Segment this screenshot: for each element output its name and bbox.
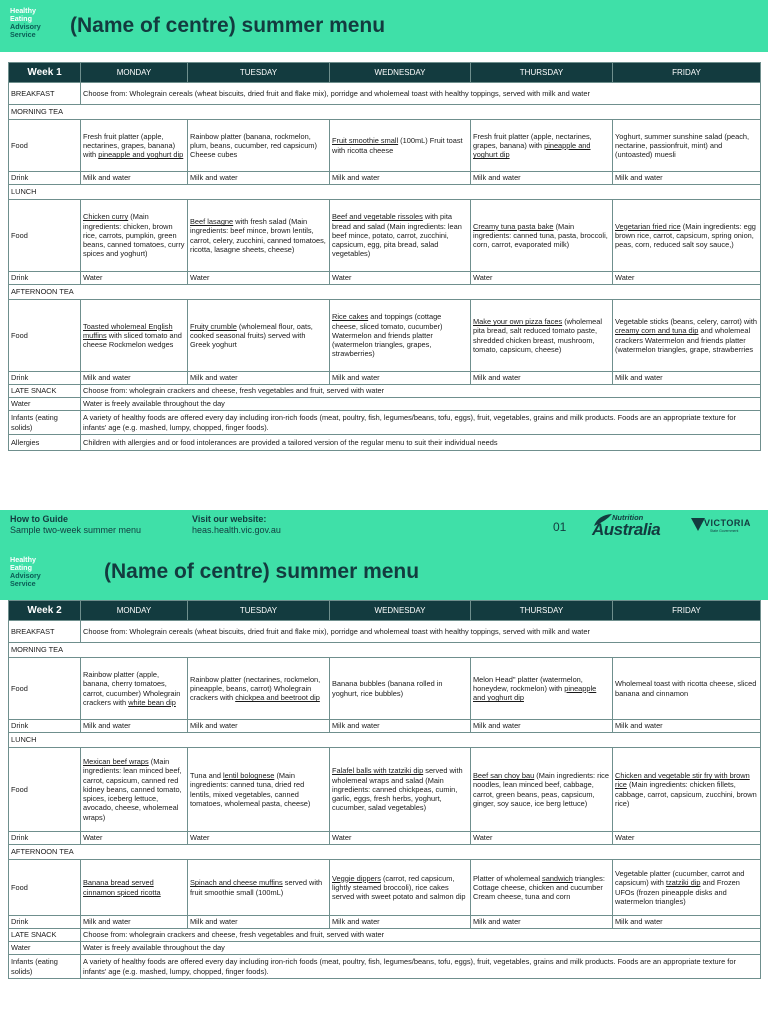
menu-cell xyxy=(188,200,330,272)
day-header: MONDAY xyxy=(81,601,188,621)
cell-text: and toppings (cottage cheese, sliced tomato, cucumber) Watermelon and friends platter (watermelon triangles, grapes, strawberries) xyxy=(332,312,443,359)
food-row xyxy=(9,748,761,832)
recipe-link: Fruit smoothie small xyxy=(332,136,399,146)
recipe-link: Chicken curry xyxy=(83,212,129,222)
recipe-link: creamy corn and tuna dip xyxy=(615,326,699,336)
infants-row xyxy=(9,955,761,979)
logo-line: Service xyxy=(10,30,36,39)
heas-logo xyxy=(10,556,58,588)
late-snack-text: Choose from: wholegrain crackers and cheese, fresh vegetables and fruit, served with water xyxy=(81,385,761,398)
week-header-row xyxy=(9,601,761,621)
row-label: Drink xyxy=(9,172,81,185)
drink-cell: Water xyxy=(471,832,613,845)
breakfast-row xyxy=(9,83,761,105)
cell-text: (wholemeal flour, oats, cooked seasonal fruits) served with Greek yoghurt xyxy=(190,321,313,350)
week-label: Week 2 xyxy=(9,601,81,621)
cell-text: Fresh fruit platter (apple, nectarines, grapes, banana) with xyxy=(473,131,592,150)
row-label: BREAKFAST xyxy=(9,83,81,105)
drink-cell: Milk and water xyxy=(330,172,471,185)
page1-header-banner xyxy=(0,0,768,52)
row-label: Infants (eating solids) xyxy=(9,411,81,435)
menu-cell xyxy=(471,860,613,916)
section-row xyxy=(9,185,761,200)
cell-text: Vegetable sticks (beans, celery, carrot) with xyxy=(615,317,757,327)
drink-row xyxy=(9,172,761,185)
menu-cell xyxy=(330,658,471,720)
water-row xyxy=(9,942,761,955)
drink-cell: Milk and water xyxy=(471,720,613,733)
recipe-link: Mexican beef wraps xyxy=(83,757,149,767)
day-header: WEDNESDAY xyxy=(330,63,471,83)
cell-text: with fresh salad (Main ingredients: beef mince, brown lentils, carrot, celery, zucchini, canned tomatoes, ricotta, lasagne sheets, cheese) xyxy=(190,217,326,254)
cell-text: Wholemeal toast with ricotta cheese, sliced banana and cinnamon xyxy=(615,679,757,698)
recipe-link: chickpea and beetroot dip xyxy=(235,693,320,703)
food-row xyxy=(9,200,761,272)
drink-row xyxy=(9,720,761,733)
nutrition-australia-logo xyxy=(592,513,678,541)
drink-cell: Water xyxy=(613,272,761,285)
menu-cell xyxy=(613,860,761,916)
cell-text: served with fruit smoothie small (100mL) xyxy=(190,878,323,897)
menu-cell xyxy=(330,748,471,832)
drink-cell: Milk and water xyxy=(330,372,471,385)
drink-cell: Milk and water xyxy=(613,372,761,385)
menu-cell xyxy=(188,300,330,372)
section-title: AFTERNOON TEA xyxy=(9,285,761,300)
vic-logo-subtext: State Government xyxy=(710,529,739,533)
row-label: Drink xyxy=(9,720,81,733)
cell-text: (wholemeal pita bread, salt reduced tomato paste, shredded chicken breast, mushroom, tomato, capsicum, cheese) xyxy=(473,317,602,354)
menu-cell xyxy=(81,748,188,832)
logo-line: Advisory xyxy=(10,571,41,580)
section-title: AFTERNOON TEA xyxy=(9,845,761,860)
day-header: TUESDAY xyxy=(188,63,330,83)
day-header: MONDAY xyxy=(81,63,188,83)
page2-header-banner xyxy=(0,544,768,600)
recipe-link: Beef and vegetable rissoles xyxy=(332,212,423,222)
water-row xyxy=(9,398,761,411)
food-row xyxy=(9,300,761,372)
row-label: Drink xyxy=(9,832,81,845)
menu-cell xyxy=(81,300,188,372)
menu-cell xyxy=(613,300,761,372)
row-label: Food xyxy=(9,748,81,832)
recipe-link: pineapple and yoghurt dip xyxy=(473,683,597,703)
cell-text: Rainbow platter (nectarines, rockmelon, pineapple, beans, carrot) Wholegrain crackers with xyxy=(190,674,321,703)
section-row xyxy=(9,285,761,300)
breakfast-row xyxy=(9,621,761,643)
row-label: Food xyxy=(9,658,81,720)
water-text: Water is freely available throughout the day xyxy=(81,398,761,411)
guide-title: How to Guide xyxy=(10,514,68,524)
section-row xyxy=(9,643,761,658)
row-label: Drink xyxy=(9,272,81,285)
cell-text: Yoghurt, summer sunshine salad (peach, nectarine, passionfruit, mint) and (untoasted) muesli xyxy=(615,131,750,160)
drink-cell: Milk and water xyxy=(81,372,188,385)
logo-line: Healthy xyxy=(10,6,36,15)
menu-cell xyxy=(81,860,188,916)
menu-cell xyxy=(330,120,471,172)
cell-text: (Main ingredients: canned tuna, pasta, broccoli, corn, carrot, evaporated milk) xyxy=(473,221,608,250)
menu-cell xyxy=(81,120,188,172)
breakfast-text: Choose from: Wholegrain cereals (wheat biscuits, dried fruit and flake mix), porridge and wholemeal toast with healthy toppings, served with milk and water xyxy=(81,83,761,105)
menu-cell xyxy=(188,658,330,720)
late-snack-row xyxy=(9,929,761,942)
victoria-government-logo xyxy=(690,513,751,541)
recipe-link: Beef san choy bau xyxy=(473,771,535,781)
page-number: 01 xyxy=(553,520,567,534)
menu-cell xyxy=(613,200,761,272)
infants-text: A variety of healthy foods are offered every day including iron-rich foods (meat, poultry, fish, legumes/beans, tofu, eggs), fruit, vegetables, grains and milk products. Foods are an appropriate texture for infants' age (e.g. mashed, lumpy, chopped, finger foods). xyxy=(81,955,761,979)
food-row xyxy=(9,120,761,172)
logo-line: Service xyxy=(10,579,36,588)
menu-cell xyxy=(81,200,188,272)
drink-cell: Water xyxy=(81,272,188,285)
menu-cell xyxy=(471,120,613,172)
drink-cell: Milk and water xyxy=(613,172,761,185)
recipe-link: Falafel balls with tzatziki dip xyxy=(332,766,424,776)
drink-cell: Water xyxy=(188,832,330,845)
drink-cell: Water xyxy=(471,272,613,285)
row-label: Food xyxy=(9,200,81,272)
menu-cell xyxy=(613,120,761,172)
vic-logo-text: VICTORIA xyxy=(704,518,751,528)
row-label: Water xyxy=(9,398,81,411)
cell-text: Rainbow platter (apple, banana, cherry tomatoes, carrot, cucumber) Wholegrain crackers with xyxy=(83,670,181,707)
recipe-link: Toasted wholemeal English muffins xyxy=(83,321,173,340)
week-header-row xyxy=(9,63,761,83)
menu-cell xyxy=(613,748,761,832)
cell-text: with pita bread and salad (Main ingredients: lean beef mince, potato, carrot, zucchini, capsicum, egg, pita bread, salad vegetables) xyxy=(332,212,462,259)
row-label: Allergies xyxy=(9,435,81,451)
late-snack-text: Choose from: wholegrain crackers and cheese, fresh vegetables and fruit, served with water xyxy=(81,929,761,942)
row-label: Drink xyxy=(9,372,81,385)
allergies-row xyxy=(9,435,761,451)
recipe-link: Veggie dippers xyxy=(332,873,381,883)
cell-text: Rainbow platter (banana, rockmelon, plum, beans, cucumber, red capsicum) Cheese cubes xyxy=(190,131,317,160)
menu-cell xyxy=(330,860,471,916)
row-label: BREAKFAST xyxy=(9,621,81,643)
section-title: MORNING TEA xyxy=(9,105,761,120)
menu-cell xyxy=(188,120,330,172)
menu-cell xyxy=(330,300,471,372)
cell-text: (Main ingredients: egg brown rice, carrot, capsicum, spring onion, peas, corn, reduced salt soy sauce,) xyxy=(615,221,756,250)
logo-line: Healthy xyxy=(10,555,36,564)
cell-text: (Main ingredients: rice noodles, lean minced beef, cabbage, carrot, green beans, peas, capsicum, ginger, soy sauce, ice berg lettuce) xyxy=(473,771,609,808)
row-label: LATE SNACK xyxy=(9,929,81,942)
menu-cell xyxy=(471,748,613,832)
menu-cell xyxy=(330,200,471,272)
recipe-link: Make your own pizza faces xyxy=(473,317,563,327)
logo-line: Advisory xyxy=(10,22,41,31)
menu-cell xyxy=(188,860,330,916)
drink-cell: Milk and water xyxy=(81,172,188,185)
drink-cell: Water xyxy=(330,272,471,285)
section-row xyxy=(9,733,761,748)
website-link[interactable]: heas.health.vic.gov.au xyxy=(192,525,281,535)
cell-text: Melon Head" platter (watermelon, honeydew, rockmelon) with xyxy=(473,674,583,693)
visit-title: Visit our website: xyxy=(192,514,267,524)
section-row xyxy=(9,105,761,120)
week1-menu-table xyxy=(8,62,761,451)
drink-cell: Milk and water xyxy=(613,916,761,929)
week-label: Week 1 xyxy=(9,63,81,83)
recipe-link: Spinach and cheese muffins xyxy=(190,878,283,888)
cell-text: and wholemeal crackers Watermelon and friends platter (watermelon triangles, grape, strawberries xyxy=(615,326,754,354)
page-title: (Name of centre) summer menu xyxy=(104,560,420,583)
cell-text: (Main ingredients: lean minced beef, carrot, capsicum, canned red kidney beans, canned tomato, spices, iceberg lettuce, avocado, cheese, wholemeal wraps) xyxy=(83,757,182,822)
visit-website xyxy=(192,514,281,536)
allergies-text: Children with allergies and or food intolerances are provided a tailored version of the regular menu to suit their individual needs xyxy=(81,435,761,451)
cell-text: Banana bubbles (banana rolled in yoghurt, rice bubbles) xyxy=(332,679,443,698)
cell-text: (Main ingredients: canned tuna, dried red lentils, mixed vegetables, canned tomatoes, wholemeal pasta, cheese) xyxy=(190,771,311,808)
how-to-guide xyxy=(10,514,141,536)
row-label: Infants (eating solids) xyxy=(9,955,81,979)
recipe-link: tzatziki dip xyxy=(665,878,701,888)
cell-text: (Main ingredients: chicken, brown rice, carrots, pumpkin, green beans, canned tomatoes, curry spices and yoghurt) xyxy=(83,212,185,259)
drink-cell: Milk and water xyxy=(188,372,330,385)
cell-text: (carrot, red capsicum, lightly steamed broccoli), rice cakes served with sweet potato and salmon dip xyxy=(332,873,466,902)
row-label: Water xyxy=(9,942,81,955)
menu-cell xyxy=(471,200,613,272)
recipe-link: white bean dip xyxy=(128,697,176,707)
drink-row xyxy=(9,372,761,385)
drink-row xyxy=(9,916,761,929)
page-title: (Name of centre) summer menu xyxy=(70,14,386,37)
heas-logo xyxy=(10,7,58,39)
recipe-link: Chicken and vegetable stir fry with brown rice xyxy=(615,771,750,790)
row-label: Food xyxy=(9,120,81,172)
menu-cell xyxy=(81,658,188,720)
cell-text: and Frozen UFOs (frozen pineapple disks and watermelon triangles) xyxy=(615,878,740,906)
cell-text: (100mL) Fruit toast with ricotta cheese xyxy=(332,136,463,155)
section-title: MORNING TEA xyxy=(9,643,761,658)
food-row xyxy=(9,860,761,916)
water-text: Water is freely available throughout the day xyxy=(81,942,761,955)
day-header: THURSDAY xyxy=(471,601,613,621)
row-label: Drink xyxy=(9,916,81,929)
drink-cell: Milk and water xyxy=(613,720,761,733)
row-label: LATE SNACK xyxy=(9,385,81,398)
recipe-link: Vegetarian fried rice xyxy=(615,221,681,231)
day-header: FRIDAY xyxy=(613,601,761,621)
page-footer xyxy=(0,510,768,544)
section-title: LUNCH xyxy=(9,733,761,748)
drink-cell: Milk and water xyxy=(330,916,471,929)
cell-text: with sliced tomato and cheese Rockmelon wedges xyxy=(83,330,182,350)
drink-cell: Water xyxy=(81,832,188,845)
drink-cell: Water xyxy=(613,832,761,845)
drink-row xyxy=(9,272,761,285)
recipe-link: Creamy tuna pasta bake xyxy=(473,221,554,231)
drink-cell: Water xyxy=(330,832,471,845)
recipe-link: Rice cakes xyxy=(332,312,369,322)
drink-cell: Water xyxy=(188,272,330,285)
recipe-link: pineapple and yoghurt dip xyxy=(98,150,184,160)
drink-cell: Milk and water xyxy=(330,720,471,733)
recipe-link: Banana bread served cinnamon spiced ricotta xyxy=(83,878,161,897)
cell-text: Fresh fruit platter (apple, nectarines, grapes, banana) with xyxy=(83,131,176,160)
breakfast-text: Choose from: Wholegrain cereals (wheat biscuits, dried fruit and flake mix), porridge and wholemeal toast with healthy toppings, served with milk and water xyxy=(81,621,761,643)
drink-cell: Milk and water xyxy=(471,172,613,185)
late-snack-row xyxy=(9,385,761,398)
recipe-link: pineapple and yoghurt dip xyxy=(473,140,591,160)
drink-cell: Milk and water xyxy=(471,372,613,385)
recipe-link: sandwich xyxy=(542,873,573,883)
week2-menu-table xyxy=(8,600,761,979)
food-row xyxy=(9,658,761,720)
cell-text: Vegetable platter (cucumber, carrot and capsicum) with xyxy=(615,869,745,888)
section-title: LUNCH xyxy=(9,185,761,200)
drink-cell: Milk and water xyxy=(188,172,330,185)
logo-line: Eating xyxy=(10,563,32,572)
day-header: TUESDAY xyxy=(188,601,330,621)
drink-cell: Milk and water xyxy=(188,916,330,929)
drink-cell: Milk and water xyxy=(188,720,330,733)
logo-text-small: Nutrition xyxy=(612,513,644,522)
day-header: THURSDAY xyxy=(471,63,613,83)
infants-row xyxy=(9,411,761,435)
drink-cell: Milk and water xyxy=(81,720,188,733)
cell-text: Platter of wholemeal xyxy=(473,873,543,883)
recipe-link: Beef lasagne xyxy=(190,217,234,227)
recipe-link: lentil bolognese xyxy=(223,771,275,781)
drink-row xyxy=(9,832,761,845)
menu-cell xyxy=(188,748,330,832)
logo-line: Eating xyxy=(10,14,32,23)
drink-cell: Milk and water xyxy=(81,916,188,929)
day-header: FRIDAY xyxy=(613,63,761,83)
menu-cell xyxy=(471,658,613,720)
menu-cell xyxy=(613,658,761,720)
menu-cell xyxy=(471,300,613,372)
cell-text: Tuna and xyxy=(190,771,224,781)
cell-text: served with wholemeal wraps and salad (Main ingredients: canned chickpeas, cumin, garlic, eggs, fresh herbs, yoghurt, cucumber, salad vegetables) xyxy=(332,766,463,813)
recipe-link: Fruity crumble xyxy=(190,321,237,331)
cell-text: triangles: Cottage cheese, chicken and cucumber Cream cheese, tuna and corn xyxy=(473,873,605,902)
row-label: Food xyxy=(9,860,81,916)
infants-text: A variety of healthy foods are offered every day including iron-rich foods (meat, poultry, fish, legumes/beans, tofu, eggs), fruit, vegetables, grains and milk products. Foods are an appropriate texture for infants' age (e.g. mashed, lumpy, chopped, finger foods). xyxy=(81,411,761,435)
logo-text-big: Australia xyxy=(592,520,661,539)
drink-cell: Milk and water xyxy=(471,916,613,929)
guide-subtitle: Sample two-week summer menu xyxy=(10,525,142,535)
day-header: WEDNESDAY xyxy=(330,601,471,621)
row-label: Food xyxy=(9,300,81,372)
cell-text: (Main ingredients: chicken fillets, cabbage, carrot, capsicum, zucchini, brown rice) xyxy=(615,780,757,808)
section-row xyxy=(9,845,761,860)
